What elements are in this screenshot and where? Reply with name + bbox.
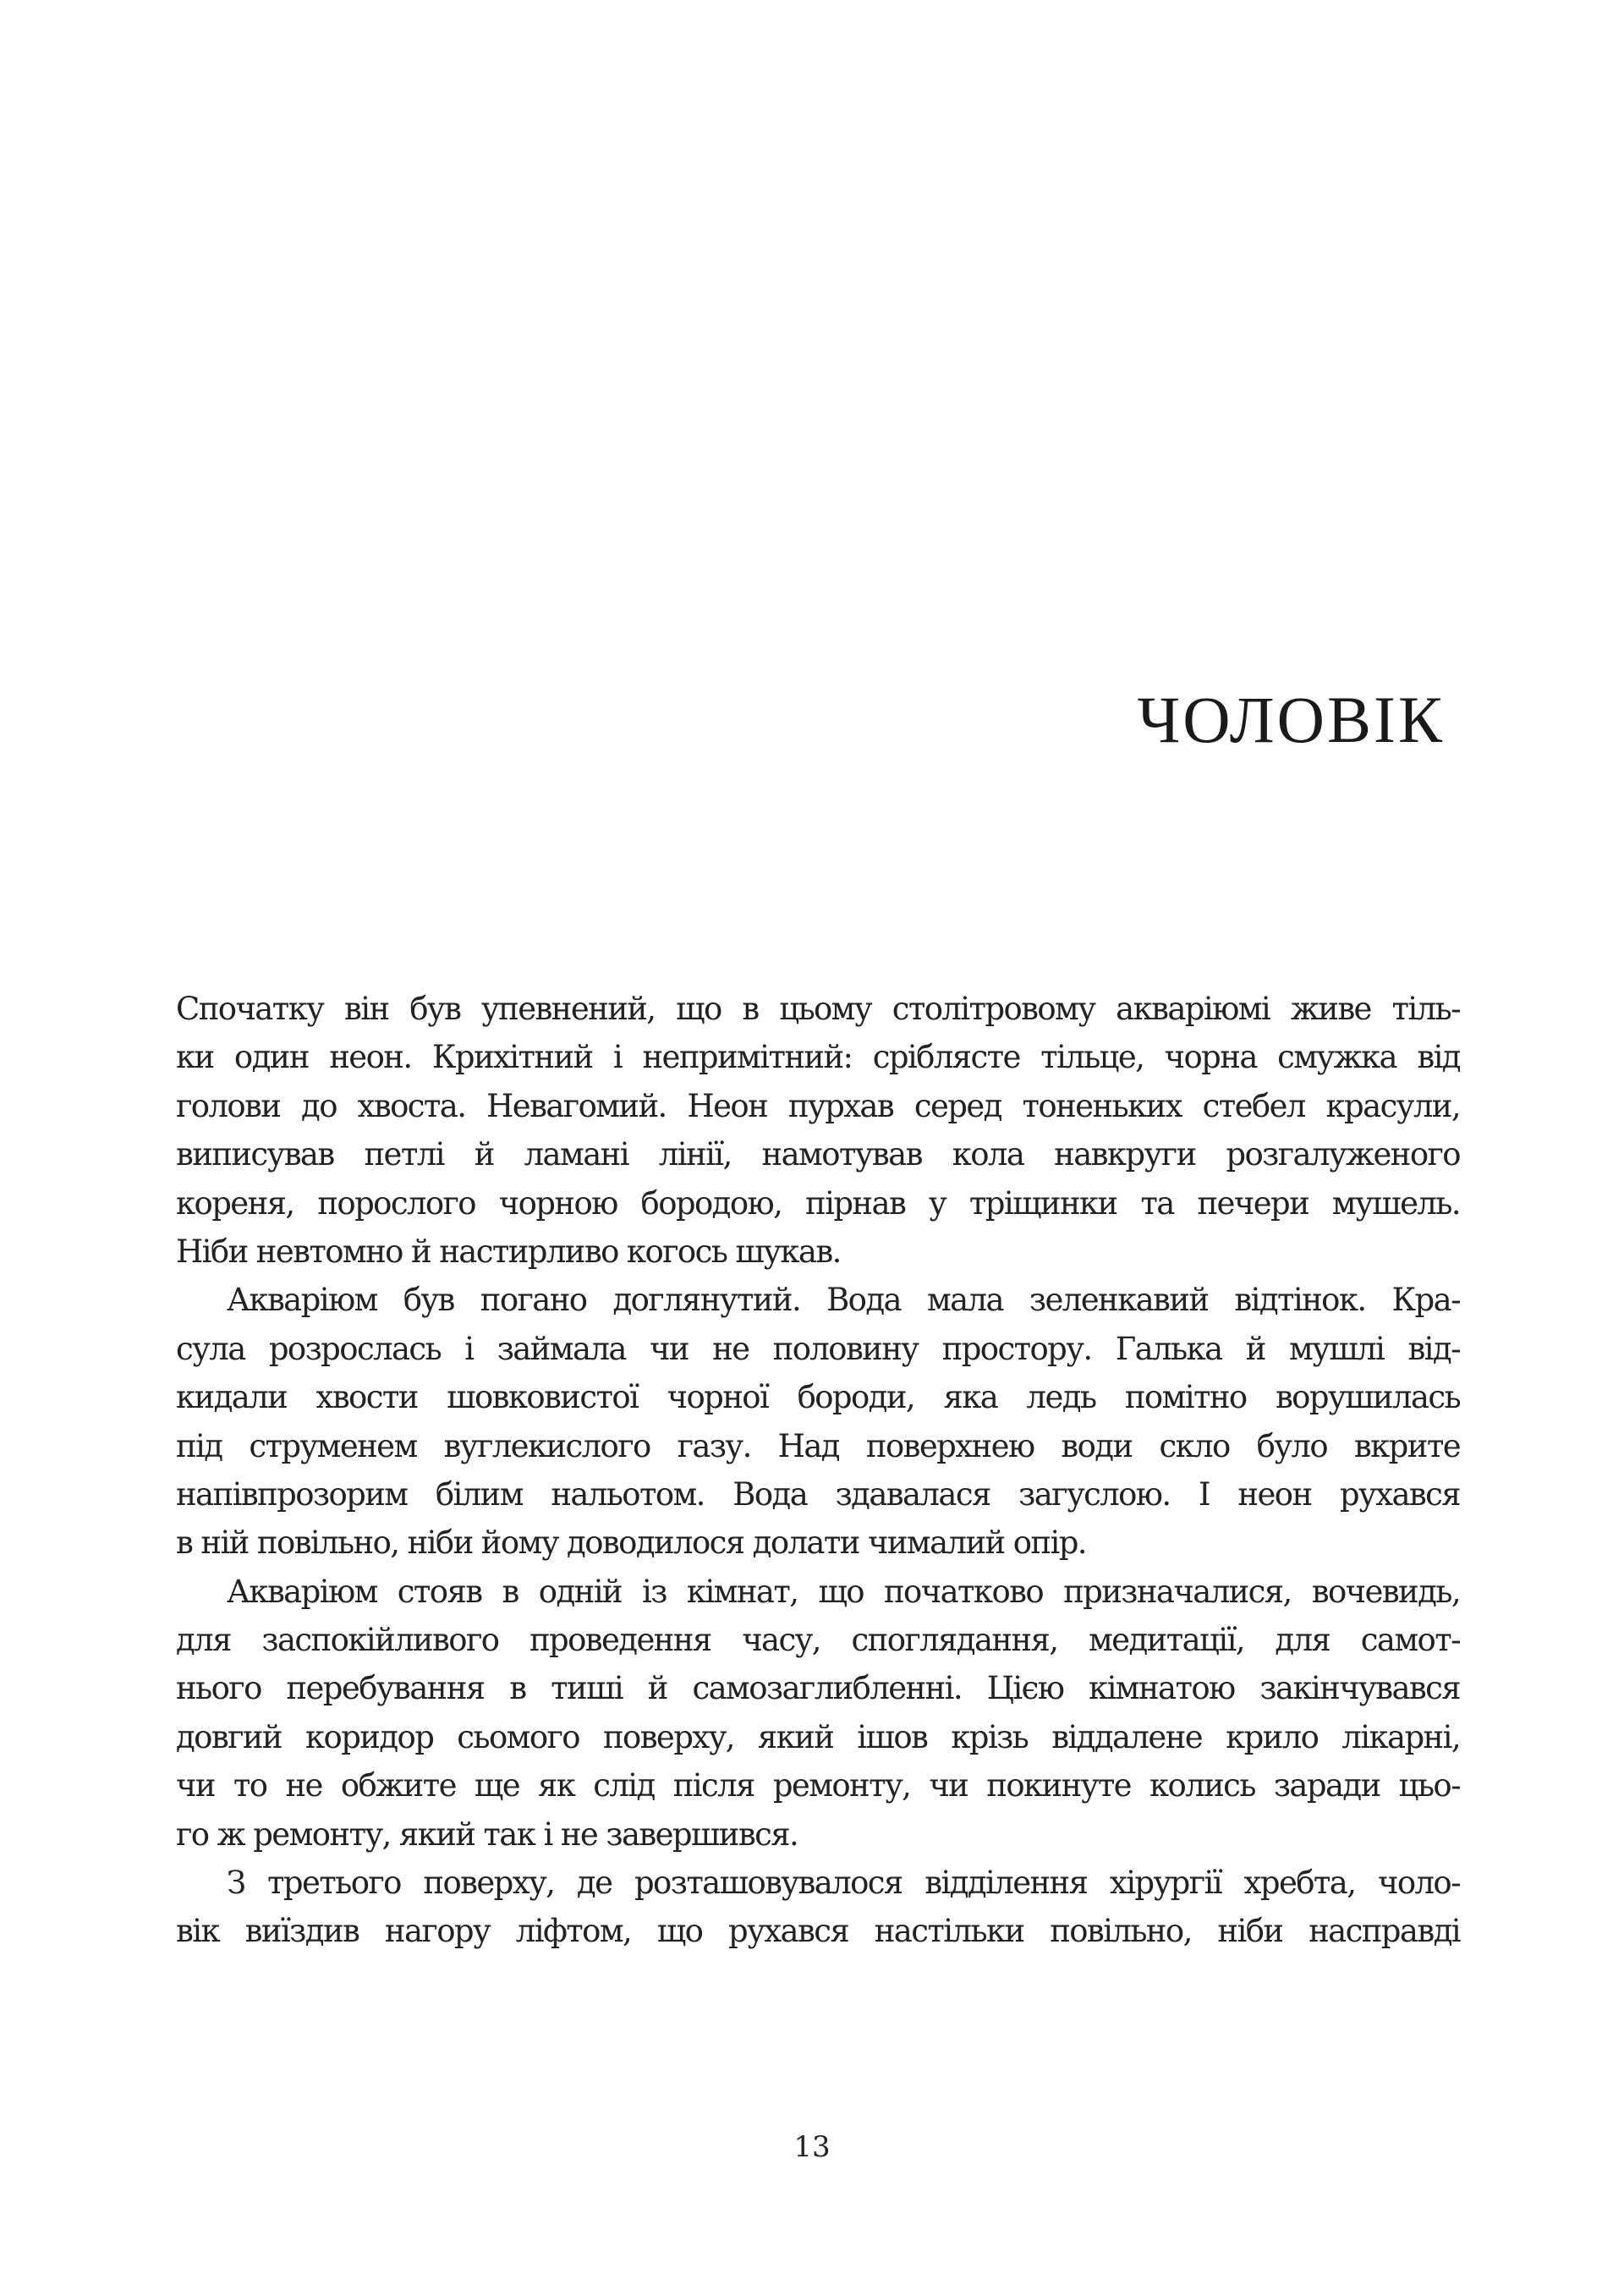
line-text: Акваріюм стояв в одній із кімнат, що початково призначалися, вочевидь, xyxy=(227,1573,1460,1610)
line-text: для заспокійливого проведення часу, споглядання, медитації, для самот- xyxy=(176,1622,1460,1659)
text-line xyxy=(176,985,1460,1033)
text-line xyxy=(176,1130,1460,1178)
page-number: 13 xyxy=(793,2130,831,2164)
text-line xyxy=(176,1325,1460,1373)
line-text: З третього поверху, де розташовувалося відділення хірургії хребта, чоло- xyxy=(227,1865,1460,1902)
text-line xyxy=(176,1713,1460,1761)
text-line xyxy=(176,1761,1460,1810)
text-line xyxy=(176,1810,1460,1859)
line-text: виписував петлі й ламані лінії, намотував кола навкруги розгалуженого xyxy=(176,1136,1460,1173)
line-text: чи то не обжите ще як слід після ремонту, чи покинуте колись заради цьо- xyxy=(176,1767,1460,1804)
text-line xyxy=(176,1519,1460,1567)
paragraph xyxy=(176,1859,1460,1956)
line-text: го ж ремонту, який так і не завершився. xyxy=(176,1815,798,1853)
line-text: Акваріюм був погано доглянутий. Вода мала зеленкавий відтінок. Кра- xyxy=(227,1282,1460,1319)
line-text: напівпрозорим білим нальотом. Вода здавалася загуслою. І неон рухався xyxy=(176,1475,1460,1513)
text-line xyxy=(176,1179,1460,1228)
text-line xyxy=(176,1470,1460,1519)
paragraph xyxy=(176,985,1460,1276)
text-line xyxy=(176,1276,1460,1324)
line-text: кидали хвости шовковистої чорної бороди, яка ледь помітно ворушилась xyxy=(176,1379,1460,1416)
line-text: довгий коридор сьомого поверху, який ішов крізь віддалене крило лікарні, xyxy=(176,1718,1460,1755)
line-text: в ній повільно, ніби йому доводилося долати чималий опір. xyxy=(176,1524,1086,1562)
body-text xyxy=(176,985,1460,1956)
line-text: Ніби невтомно й настирливо когось шукав. xyxy=(176,1233,841,1270)
line-text: Спочатку він був упевнений, що в цьому столітровому акваріюмі живе тіль- xyxy=(176,991,1460,1027)
line-text: під струменем вуглекислого газу. Над поверхнею води скло було вкрите xyxy=(176,1427,1460,1464)
line-text: сула розрослась і займала чи не половину простору. Галька й мушлі від- xyxy=(176,1330,1460,1367)
text-line xyxy=(176,1568,1460,1616)
text-line xyxy=(176,1664,1460,1712)
text-line xyxy=(176,1616,1460,1664)
text-line xyxy=(176,1422,1460,1470)
paragraph xyxy=(176,1276,1460,1567)
line-text: нього перебування в тиші й самозаглибленні. Цією кімнатою закінчувався xyxy=(176,1670,1460,1707)
chapter-title: ЧОЛОВІК xyxy=(1137,683,1445,756)
line-text: голови до хвоста. Невагомий. Неон пурхав серед тоненьких стебел красули, xyxy=(176,1087,1460,1124)
text-line xyxy=(176,1373,1460,1421)
line-text: вік виїздив нагору ліфтом, що рухався настільки повільно, ніби насправді xyxy=(176,1913,1460,1950)
line-text: ки один неон. Крихітний і непримітний: сріблясте тільце, чорна смужка від xyxy=(176,1039,1460,1076)
line-text: кореня, порослого чорною бородою, пірнав у тріщинки та печери мушель. xyxy=(176,1184,1460,1222)
paragraph xyxy=(176,1568,1460,1859)
text-line xyxy=(176,1228,1460,1276)
text-line xyxy=(176,1859,1460,1907)
text-line xyxy=(176,1907,1460,1955)
text-line xyxy=(176,1082,1460,1130)
text-line xyxy=(176,1033,1460,1081)
